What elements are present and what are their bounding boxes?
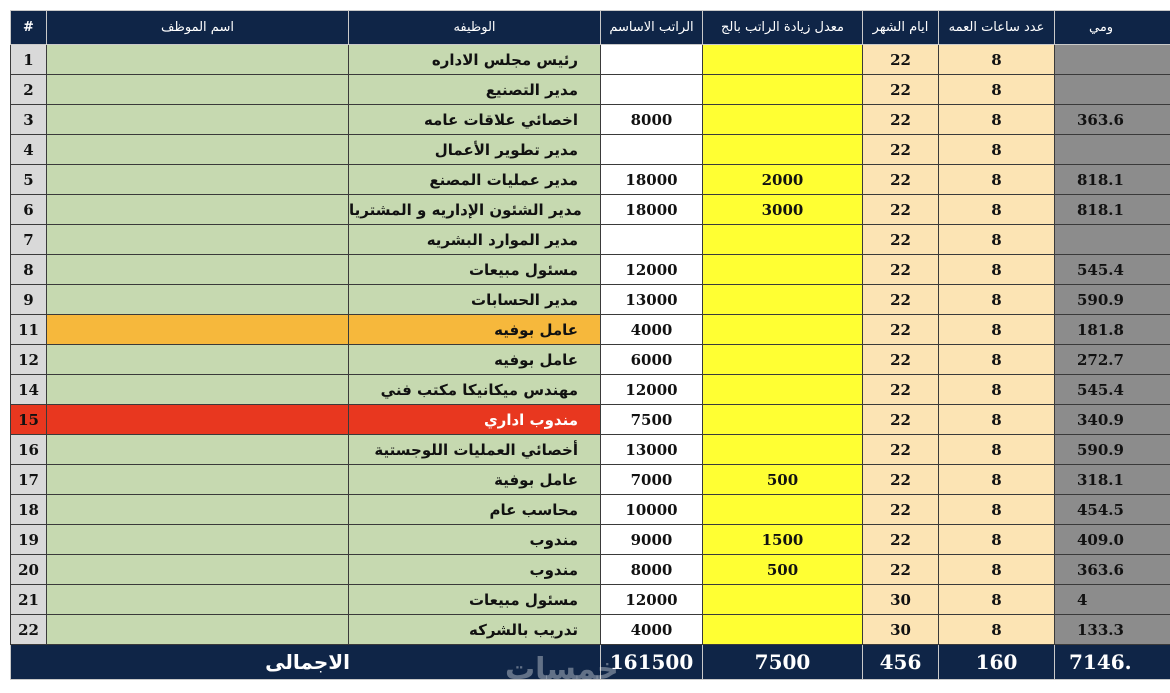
cell-job[interactable]: مدير الحسابات: [349, 285, 601, 315]
cell-salary-increase[interactable]: [703, 585, 863, 615]
cell-job[interactable]: مدير عمليات المصنع: [349, 165, 601, 195]
cell-work-hours[interactable]: 8: [939, 585, 1055, 615]
cell-num[interactable]: 1: [11, 45, 47, 75]
cell-work-hours[interactable]: 8: [939, 465, 1055, 495]
cell-job[interactable]: مهندس ميكانيكا مكتب فني: [349, 375, 601, 405]
table-row: [11, 465, 1170, 495]
cell-month-days[interactable]: 22: [863, 525, 939, 555]
table-row: [11, 405, 1170, 435]
table-row: [11, 315, 1170, 345]
cell-salary-increase[interactable]: [703, 225, 863, 255]
cell-job[interactable]: عامل بوفيه: [349, 345, 601, 375]
cell-num[interactable]: 11: [11, 315, 47, 345]
cell-employee-name[interactable]: [47, 555, 349, 585]
cell-salary-increase[interactable]: [703, 405, 863, 435]
cell-salary-increase[interactable]: [703, 375, 863, 405]
cell-month-days[interactable]: 22: [863, 45, 939, 75]
table-row: [11, 435, 1170, 465]
table-row: [11, 255, 1170, 285]
cell-basic-salary[interactable]: 18000: [601, 195, 703, 225]
cell-job[interactable]: مدير الموارد البشريه: [349, 225, 601, 255]
cell-month-days[interactable]: 22: [863, 75, 939, 105]
cell-employee-name[interactable]: [47, 465, 349, 495]
cell-basic-salary[interactable]: 9000: [601, 525, 703, 555]
total-salary[interactable]: 161500: [601, 645, 703, 680]
table-row: [11, 375, 1170, 405]
cell-employee-name[interactable]: [47, 255, 349, 285]
cell-work-hours[interactable]: 8: [939, 165, 1055, 195]
total-daily[interactable]: 7146.: [1055, 645, 1170, 680]
cell-month-days[interactable]: 22: [863, 195, 939, 225]
cell-work-hours[interactable]: 8: [939, 135, 1055, 165]
cell-salary-increase[interactable]: 3000: [703, 195, 863, 225]
col-header-employee-name[interactable]: اسم الموظف: [47, 11, 349, 45]
total-label[interactable]: الاجمالى: [11, 645, 601, 680]
col-header-basic-salary[interactable]: الراتب الاساسم: [601, 11, 703, 45]
cell-basic-salary[interactable]: 4000: [601, 615, 703, 645]
cell-basic-salary[interactable]: 8000: [601, 105, 703, 135]
cell-employee-name[interactable]: [47, 195, 349, 225]
cell-num[interactable]: 7: [11, 225, 47, 255]
cell-num[interactable]: 16: [11, 435, 47, 465]
cell-salary-increase[interactable]: 1500: [703, 525, 863, 555]
cell-job[interactable]: محاسب عام: [349, 495, 601, 525]
cell-num[interactable]: 8: [11, 255, 47, 285]
cell-work-hours[interactable]: 8: [939, 555, 1055, 585]
cell-basic-salary[interactable]: 8000: [601, 555, 703, 585]
table-row: [11, 555, 1170, 585]
cell-job[interactable]: مسئول مبيعات: [349, 255, 601, 285]
cell-daily[interactable]: 318.1: [1055, 465, 1170, 495]
cell-month-days[interactable]: 22: [863, 345, 939, 375]
cell-month-days[interactable]: 22: [863, 555, 939, 585]
cell-month-days[interactable]: 22: [863, 105, 939, 135]
cell-num[interactable]: 22: [11, 615, 47, 645]
cell-num[interactable]: 6: [11, 195, 47, 225]
total-days[interactable]: 456: [863, 645, 939, 680]
cell-salary-increase[interactable]: [703, 45, 863, 75]
table-row: [11, 135, 1170, 165]
cell-employee-name[interactable]: [47, 615, 349, 645]
watermark-logo: خمسات: [505, 652, 619, 687]
cell-daily[interactable]: 454.5: [1055, 495, 1170, 525]
cell-num[interactable]: 5: [11, 165, 47, 195]
cell-basic-salary[interactable]: [601, 45, 703, 75]
cell-num[interactable]: 4: [11, 135, 47, 165]
total-increase[interactable]: 7500: [703, 645, 863, 680]
cell-salary-increase[interactable]: 500: [703, 465, 863, 495]
cell-daily[interactable]: 340.9: [1055, 405, 1170, 435]
cell-daily[interactable]: [1055, 135, 1170, 165]
cell-basic-salary[interactable]: 7000: [601, 465, 703, 495]
cell-employee-name[interactable]: [47, 105, 349, 135]
total-hours[interactable]: 160: [939, 645, 1055, 680]
cell-salary-increase[interactable]: [703, 495, 863, 525]
cell-employee-name[interactable]: [47, 375, 349, 405]
table-row: [11, 225, 1170, 255]
table-row: [11, 165, 1170, 195]
cell-daily[interactable]: 272.7: [1055, 345, 1170, 375]
table-row: [11, 345, 1170, 375]
cell-work-hours[interactable]: 8: [939, 285, 1055, 315]
cell-month-days[interactable]: 22: [863, 255, 939, 285]
cell-daily[interactable]: 590.9: [1055, 285, 1170, 315]
cell-basic-salary[interactable]: 13000: [601, 435, 703, 465]
cell-daily[interactable]: [1055, 75, 1170, 105]
cell-basic-salary[interactable]: [601, 75, 703, 105]
cell-salary-increase[interactable]: 2000: [703, 165, 863, 195]
cell-num[interactable]: 2: [11, 75, 47, 105]
cell-employee-name[interactable]: [47, 45, 349, 75]
table-row: [11, 585, 1170, 615]
cell-month-days[interactable]: 22: [863, 405, 939, 435]
cell-month-days[interactable]: 22: [863, 165, 939, 195]
cell-daily[interactable]: 363.6: [1055, 555, 1170, 585]
cell-month-days[interactable]: 22: [863, 135, 939, 165]
cell-salary-increase[interactable]: [703, 135, 863, 165]
table-row: [11, 45, 1170, 75]
cell-basic-salary[interactable]: 10000: [601, 495, 703, 525]
cell-daily[interactable]: 409.0: [1055, 525, 1170, 555]
cell-month-days[interactable]: 22: [863, 225, 939, 255]
table-row: [11, 75, 1170, 105]
table-row: [11, 615, 1170, 645]
cell-job[interactable]: تدريب بالشركه: [349, 615, 601, 645]
cell-employee-name[interactable]: [47, 495, 349, 525]
cell-basic-salary[interactable]: [601, 135, 703, 165]
col-header-num[interactable]: #: [11, 11, 47, 45]
cell-job[interactable]: عامل بوفيه: [349, 315, 601, 345]
cell-employee-name[interactable]: [47, 225, 349, 255]
cell-employee-name[interactable]: [47, 435, 349, 465]
cell-month-days[interactable]: 30: [863, 615, 939, 645]
cell-work-hours[interactable]: 8: [939, 45, 1055, 75]
cell-job[interactable]: مندوب: [349, 525, 601, 555]
table-row: [11, 495, 1170, 525]
cell-job[interactable]: عامل بوفية: [349, 465, 601, 495]
cell-salary-increase[interactable]: [703, 75, 863, 105]
cell-month-days[interactable]: 22: [863, 315, 939, 345]
cell-num[interactable]: 20: [11, 555, 47, 585]
cell-num[interactable]: 21: [11, 585, 47, 615]
cell-work-hours[interactable]: 8: [939, 75, 1055, 105]
cell-basic-salary[interactable]: 12000: [601, 585, 703, 615]
table-row: [11, 285, 1170, 315]
cell-work-hours[interactable]: 8: [939, 225, 1055, 255]
cell-month-days[interactable]: 22: [863, 285, 939, 315]
employee-salary-table: [10, 10, 1170, 680]
cell-work-hours[interactable]: 8: [939, 405, 1055, 435]
cell-employee-name[interactable]: [47, 75, 349, 105]
cell-daily[interactable]: 818.1: [1055, 165, 1170, 195]
cell-month-days[interactable]: 22: [863, 375, 939, 405]
cell-num[interactable]: 15: [11, 405, 47, 435]
cell-employee-name[interactable]: [47, 135, 349, 165]
cell-month-days[interactable]: 22: [863, 495, 939, 525]
cell-salary-increase[interactable]: [703, 255, 863, 285]
cell-num[interactable]: 14: [11, 375, 47, 405]
cell-employee-name[interactable]: [47, 315, 349, 345]
cell-daily[interactable]: 4: [1055, 585, 1170, 615]
table-row: [11, 195, 1170, 225]
cell-salary-increase[interactable]: [703, 105, 863, 135]
cell-job[interactable]: رئيس مجلس الاداره: [349, 45, 601, 75]
cell-num[interactable]: 9: [11, 285, 47, 315]
col-header-month-days[interactable]: ايام الشهر: [863, 11, 939, 45]
cell-employee-name[interactable]: [47, 165, 349, 195]
cell-employee-name[interactable]: [47, 585, 349, 615]
cell-daily[interactable]: [1055, 45, 1170, 75]
cell-job[interactable]: مندوب اداري: [349, 405, 601, 435]
cell-basic-salary[interactable]: 4000: [601, 315, 703, 345]
cell-salary-increase[interactable]: [703, 315, 863, 345]
cell-job[interactable]: اخصائي علاقات عامه: [349, 105, 601, 135]
cell-num[interactable]: 17: [11, 465, 47, 495]
cell-job[interactable]: مدير تطوير الأعمال: [349, 135, 601, 165]
cell-salary-increase[interactable]: [703, 285, 863, 315]
col-header-job[interactable]: الوظيفه: [349, 11, 601, 45]
total-row: [11, 645, 1170, 680]
cell-work-hours[interactable]: 8: [939, 345, 1055, 375]
col-header-daily[interactable]: ومي: [1055, 11, 1170, 45]
col-header-salary-increase[interactable]: معدل زيادة الراتب بالج: [703, 11, 863, 45]
cell-job[interactable]: مسئول مبيعات: [349, 585, 601, 615]
cell-basic-salary[interactable]: [601, 225, 703, 255]
cell-basic-salary[interactable]: 18000: [601, 165, 703, 195]
cell-basic-salary[interactable]: 7500: [601, 405, 703, 435]
table-row: [11, 525, 1170, 555]
cell-employee-name[interactable]: [47, 345, 349, 375]
cell-employee-name[interactable]: [47, 285, 349, 315]
cell-work-hours[interactable]: 8: [939, 495, 1055, 525]
cell-num[interactable]: 19: [11, 525, 47, 555]
cell-num[interactable]: 18: [11, 495, 47, 525]
cell-salary-increase[interactable]: 500: [703, 555, 863, 585]
cell-job[interactable]: مدير الشئون الإداريه و المشتريا: [349, 195, 601, 225]
cell-job[interactable]: أخصائي العمليات اللوجستية: [349, 435, 601, 465]
cell-work-hours[interactable]: 8: [939, 255, 1055, 285]
cell-daily[interactable]: 181.8: [1055, 315, 1170, 345]
cell-job[interactable]: مدير التصنيع: [349, 75, 601, 105]
cell-salary-increase[interactable]: [703, 435, 863, 465]
cell-daily[interactable]: 590.9: [1055, 435, 1170, 465]
cell-month-days[interactable]: 30: [863, 585, 939, 615]
cell-num[interactable]: 12: [11, 345, 47, 375]
cell-basic-salary[interactable]: 12000: [601, 255, 703, 285]
cell-employee-name[interactable]: [47, 525, 349, 555]
cell-basic-salary[interactable]: 6000: [601, 345, 703, 375]
cell-work-hours[interactable]: 8: [939, 375, 1055, 405]
col-header-work-hours[interactable]: عدد ساعات العمه: [939, 11, 1055, 45]
cell-salary-increase[interactable]: [703, 345, 863, 375]
cell-daily[interactable]: [1055, 225, 1170, 255]
header-row: [11, 11, 1170, 45]
cell-month-days[interactable]: 22: [863, 435, 939, 465]
cell-basic-salary[interactable]: 13000: [601, 285, 703, 315]
cell-daily[interactable]: 818.1: [1055, 195, 1170, 225]
cell-daily[interactable]: 363.6: [1055, 105, 1170, 135]
cell-work-hours[interactable]: 8: [939, 525, 1055, 555]
cell-work-hours[interactable]: 8: [939, 195, 1055, 225]
table-row: [11, 105, 1170, 135]
cell-num[interactable]: 3: [11, 105, 47, 135]
cell-work-hours[interactable]: 8: [939, 315, 1055, 345]
cell-daily[interactable]: 133.3: [1055, 615, 1170, 645]
cell-daily[interactable]: 545.4: [1055, 255, 1170, 285]
cell-basic-salary[interactable]: 12000: [601, 375, 703, 405]
cell-work-hours[interactable]: 8: [939, 615, 1055, 645]
cell-work-hours[interactable]: 8: [939, 105, 1055, 135]
cell-month-days[interactable]: 22: [863, 465, 939, 495]
cell-job[interactable]: مندوب: [349, 555, 601, 585]
cell-work-hours[interactable]: 8: [939, 435, 1055, 465]
cell-daily[interactable]: 545.4: [1055, 375, 1170, 405]
cell-employee-name[interactable]: [47, 405, 349, 435]
cell-salary-increase[interactable]: [703, 615, 863, 645]
